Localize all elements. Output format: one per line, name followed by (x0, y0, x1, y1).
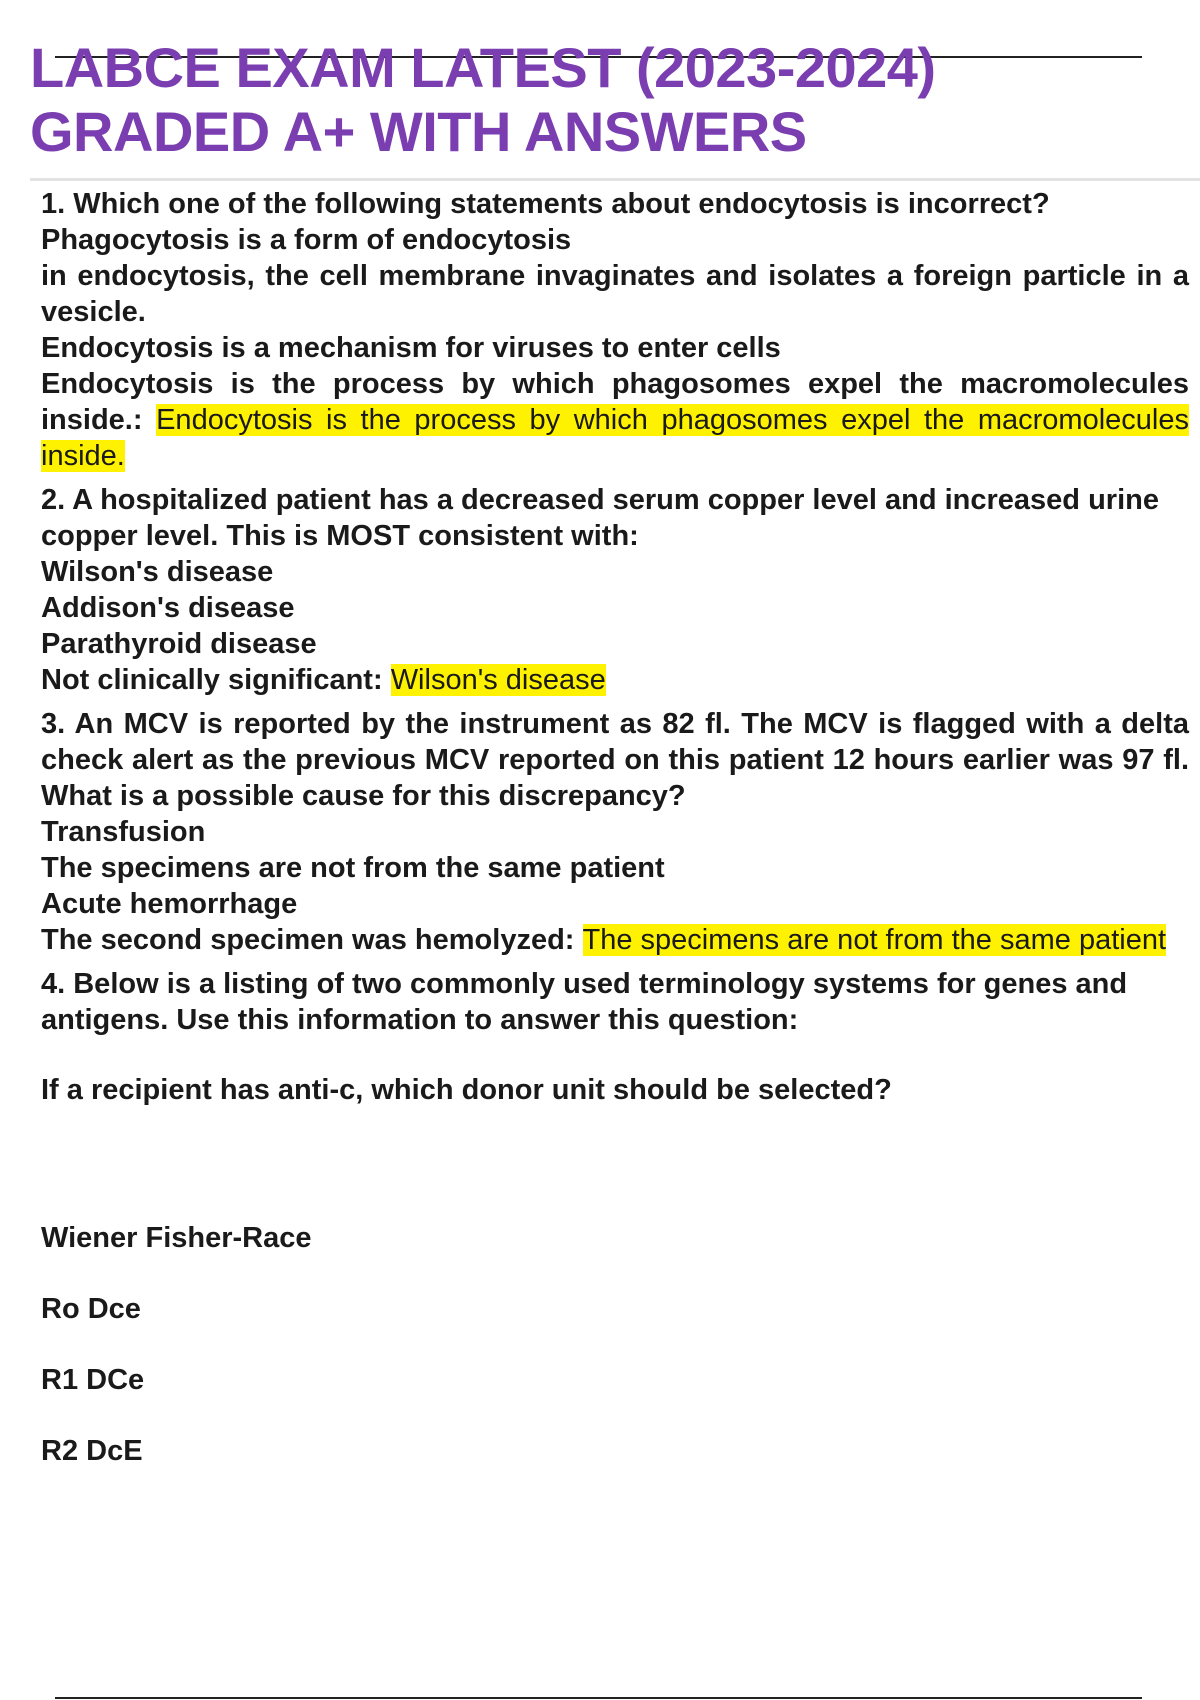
question-sub-prompt: If a recipient has anti-c, which donor unit should be selected? (41, 1074, 892, 1106)
highlighted-answer: Endocytosis is the process by which phagosomes expel the macromolecules inside. (41, 404, 1189, 472)
table-row: R2 DcE (41, 1435, 143, 1467)
highlighted-answer: Wilson's disease (390, 664, 606, 696)
option: Acute hemorrhage (41, 888, 298, 920)
highlighted-answer: The specimens are not from the same patient (582, 924, 1167, 956)
question-2 (41, 482, 1189, 698)
question-1 (41, 186, 1189, 474)
question-prompt: 2. A hospitalized patient has a decreased serum copper level and increased urine copper level. This is MOST consistent with: (41, 484, 1159, 552)
question-prompt: 4. Below is a listing of two commonly used terminology systems for genes and antigens. Use this information to answer this question: (41, 968, 1128, 1036)
title-divider (30, 178, 1200, 181)
option: Addison's disease (41, 592, 295, 624)
option: Not clinically significant: (41, 664, 383, 696)
option: Endocytosis is a mechanism for viruses to enter cells (41, 332, 781, 364)
question-4 (41, 966, 1189, 1504)
option: in endocytosis, the cell membrane invaginates and isolates a foreign particle in a vesicle. (41, 260, 1189, 328)
table-row: R1 DCe (41, 1364, 145, 1396)
last-option-with-answer (41, 366, 1189, 474)
table-row: Ro Dce (41, 1293, 141, 1325)
option: Phagocytosis is a form of endocytosis (41, 224, 572, 256)
question-list (41, 186, 1189, 1512)
title-line-1: LABCE EXAM LATEST (2023-2024) (30, 36, 936, 99)
table-header: Wiener Fisher-Race (41, 1222, 312, 1254)
question-prompt: 1. Which one of the following statements about endocytosis is incorrect? (41, 188, 1050, 220)
option: Parathyroid disease (41, 628, 317, 660)
last-option-with-answer (41, 922, 1189, 958)
option: The specimens are not from the same patient (41, 852, 665, 884)
option: Wilson's disease (41, 556, 274, 588)
option: The second specimen was hemolyzed: (41, 924, 575, 956)
option: Endocytosis is the process by which phagosomes expel the macromolecules inside.: (41, 368, 1189, 436)
document-title (30, 36, 936, 164)
spacer (41, 1038, 1189, 1072)
option: Transfusion (41, 816, 206, 848)
question-3 (41, 706, 1189, 958)
last-option-with-answer (41, 662, 1189, 698)
bottom-rule (55, 1697, 1142, 1699)
question-prompt: 3. An MCV is reported by the instrument as 82 fl. The MCV is flagged with a delta check alert as the previous MCV reported on this patient 12 hours earlier was 97 fl. What is a possible cause for this discrepancy? (41, 708, 1189, 812)
title-line-2: GRADED A+ WITH ANSWERS (30, 100, 807, 163)
spacer (41, 1108, 1189, 1220)
